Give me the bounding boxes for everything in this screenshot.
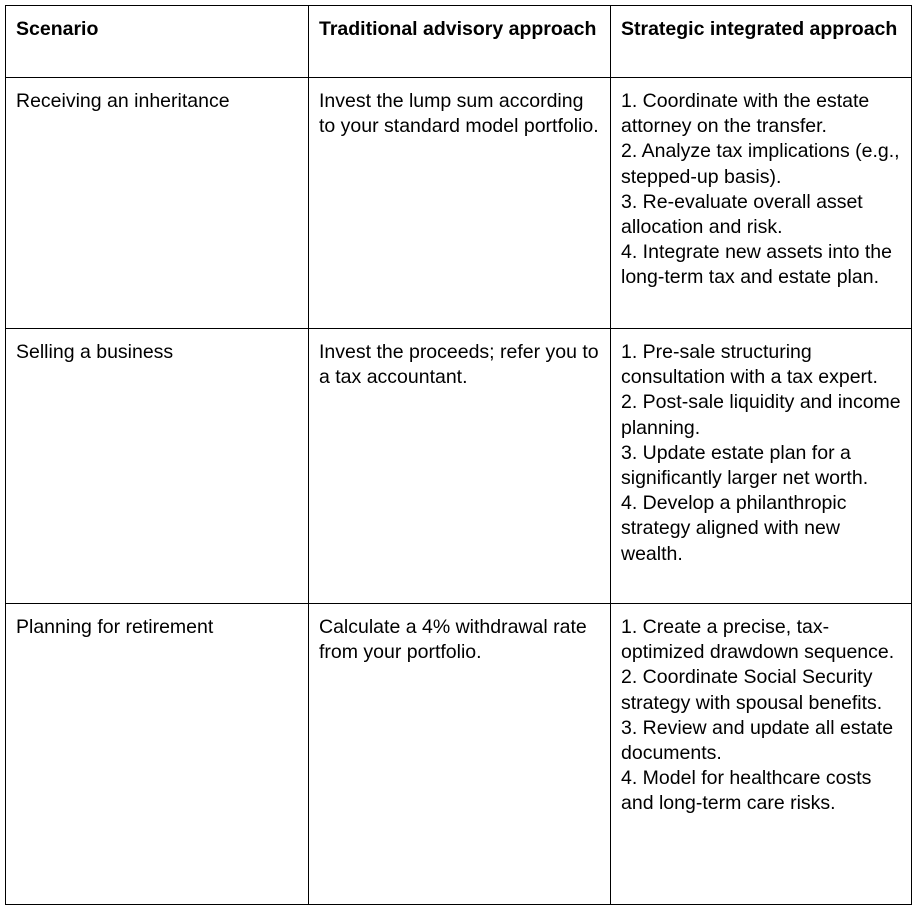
scenario-cell: Receiving an inheritance (6, 78, 309, 329)
strategic-step: 1. Pre-sale structuring consultation with a tax expert. (621, 341, 878, 389)
strategic-step: 3. Review and update all estate documents. (621, 716, 894, 765)
traditional-cell: Invest the proceeds; refer you to a tax accountant. (309, 329, 611, 604)
strategic-step: 3. Update estate plan for a significantly larger net worth. (621, 441, 869, 490)
scenario-cell: Planning for retirement (6, 604, 309, 905)
strategic-step: 2. Post-sale liquidity and income planning. (621, 391, 901, 439)
strategic-step: 2. Coordinate Social Security strategy with spousal benefits. (621, 666, 883, 714)
strategic-step: 1. Coordinate with the estate attorney on the transfer. (621, 90, 870, 138)
strategic-step: 4. Model for healthcare costs and long-term care risks. (621, 767, 872, 815)
scenario-cell: Selling a business (6, 329, 309, 604)
header-strategic-approach: Strategic integrated approach (611, 6, 912, 78)
traditional-cell: Invest the lump sum according to your standard model portfolio. (309, 78, 611, 329)
strategic-step: 1. Create a precise, tax-optimized drawdown sequence. (621, 616, 895, 664)
header-scenario: Scenario (6, 6, 309, 78)
strategic-step: 4. Develop a philanthropic strategy aligned with new wealth. (621, 492, 847, 565)
strategic-cell (611, 604, 912, 905)
strategic-step: 3. Re-evaluate overall asset allocation and risk. (621, 190, 863, 239)
strategic-cell (611, 78, 912, 329)
strategic-step: 4. Integrate new assets into the long-term tax and estate plan. (621, 241, 893, 289)
table-row (6, 78, 912, 329)
header-row (6, 6, 912, 78)
traditional-cell: Calculate a 4% withdrawal rate from your portfolio. (309, 604, 611, 905)
strategic-cell (611, 329, 912, 604)
strategic-step: 2. Analyze tax implications (e.g., stepped-up basis). (621, 140, 900, 188)
header-traditional-approach: Traditional advisory approach (309, 6, 611, 78)
comparison-table (5, 5, 912, 905)
table-row (6, 329, 912, 604)
table-row (6, 604, 912, 905)
